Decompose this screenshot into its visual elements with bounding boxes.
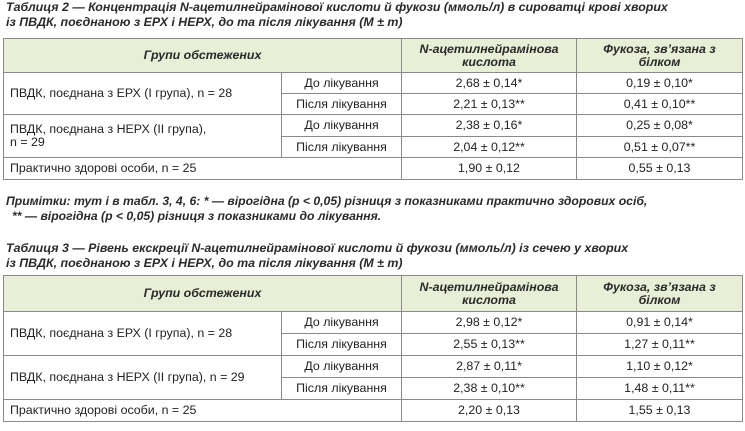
period-cell: Після лікування — [282, 94, 402, 115]
table3 — [3, 275, 743, 422]
table3-header-group: Групи обстежених — [4, 276, 402, 312]
fucose-value: 0,91 ± 0,14* — [577, 312, 743, 334]
fucose-value: 1,55 ± 0,13 — [577, 400, 743, 422]
nana-value: 2,04 ± 0,12** — [402, 137, 577, 158]
header-line: Фукоза, зв’язана з — [603, 41, 716, 56]
nana-value: 2,38 ± 0,16* — [402, 115, 577, 137]
fucose-value: 1,10 ± 0,12* — [577, 356, 743, 378]
header-line: кислота — [462, 292, 516, 307]
note-line2: ** — вірогідна (р < 0,05) різниця з показниками до лікування. — [12, 209, 382, 223]
group-line: ПВДК, поєднана з НЕРХ (ІІ група), — [10, 122, 207, 136]
table3-caption-line2: із ПВДК, поєднаною з ЕРХ і НЕРХ, до та після лікування (M ± m) — [6, 256, 403, 270]
header-line: кислота — [462, 54, 516, 69]
fucose-value: 0,51 ± 0,07** — [577, 137, 743, 158]
fucose-value: 0,55 ± 0,13 — [577, 158, 743, 180]
header-line: N-ацетилнейрамінова — [419, 279, 559, 294]
header-line: білком — [638, 292, 681, 307]
table-row — [4, 400, 743, 422]
note-line1: Примітки: тут і в табл. 3, 4, 6: * — вірогідна (р < 0,05) різниця з показниками практично здорових осіб, — [6, 194, 648, 208]
table3-header-nana — [402, 276, 577, 312]
nana-value: 1,90 ± 0,12 — [402, 158, 577, 180]
nana-value: 2,55 ± 0,13** — [402, 334, 577, 356]
table3-header-fucose — [577, 276, 743, 312]
group-line: n = 29 — [10, 135, 45, 149]
period-cell: Після лікування — [282, 137, 402, 158]
fucose-value: 0,41 ± 0,10** — [577, 94, 743, 115]
table-row — [4, 158, 743, 180]
header-line: N-ацетилнейрамінова — [419, 41, 559, 56]
group-cell: ПВДК, поєднана з ЕРХ (І група), n = 28 — [4, 73, 282, 115]
fucose-value: 1,27 ± 0,11** — [577, 334, 743, 356]
nana-value: 2,98 ± 0,12* — [402, 312, 577, 334]
table2-header-nana — [402, 39, 577, 73]
table-row — [4, 312, 743, 334]
table2-notes — [6, 194, 741, 224]
table-row — [4, 115, 743, 137]
nana-value: 2,21 ± 0,13** — [402, 94, 577, 115]
table3-header-row — [4, 276, 743, 312]
group-cell — [4, 115, 282, 158]
group-cell: Практично здорові особи, n = 25 — [4, 400, 402, 422]
period-cell: Після лікування — [282, 378, 402, 400]
period-cell: Після лікування — [282, 334, 402, 356]
group-cell: ПВДК, поєднана з НЕРХ (ІІ група), n = 29 — [4, 356, 282, 400]
nana-value: 2,68 ± 0,14* — [402, 73, 577, 94]
group-cell: Практично здорові особи, n = 25 — [4, 158, 402, 180]
table2-caption-line2: із ПВДК, поєднаною з ЕРХ і НЕРХ, до та після лікування (M ± m) — [6, 15, 403, 29]
nana-value: 2,20 ± 0,13 — [402, 400, 577, 422]
header-line: білком — [638, 54, 681, 69]
table3-caption-line1: Таблиця 3 — Рівень екскреції N-ацетилнейрамінової кислоти й фукози (ммоль/л) із сечею у хворих — [6, 241, 629, 255]
table2-header-fucose — [577, 39, 743, 73]
header-line: Фукоза, зв’язана з — [603, 279, 716, 294]
fucose-value: 1,48 ± 0,11** — [577, 378, 743, 400]
nana-value: 2,87 ± 0,11* — [402, 356, 577, 378]
table2-caption-line1: Таблиця 2 — Концентрація N-ацетилнейрамінової кислоти й фукози (ммоль/л) в сироватці крові хворих — [6, 0, 668, 14]
table3-caption — [6, 241, 741, 271]
table2-caption — [6, 0, 741, 30]
table2-header-group: Групи обстежених — [4, 39, 402, 73]
fucose-value: 0,19 ± 0,10* — [577, 73, 743, 94]
table2-header-row — [4, 39, 743, 73]
group-cell: ПВДК, поєднана з ЕРХ (І група), n = 28 — [4, 312, 282, 356]
period-cell: До лікування — [282, 73, 402, 94]
period-cell: До лікування — [282, 356, 402, 378]
period-cell: До лікування — [282, 115, 402, 137]
nana-value: 2,38 ± 0,10** — [402, 378, 577, 400]
table2 — [3, 38, 743, 180]
fucose-value: 0,25 ± 0,08* — [577, 115, 743, 137]
table-row — [4, 73, 743, 94]
table-row — [4, 356, 743, 378]
period-cell: До лікування — [282, 312, 402, 334]
